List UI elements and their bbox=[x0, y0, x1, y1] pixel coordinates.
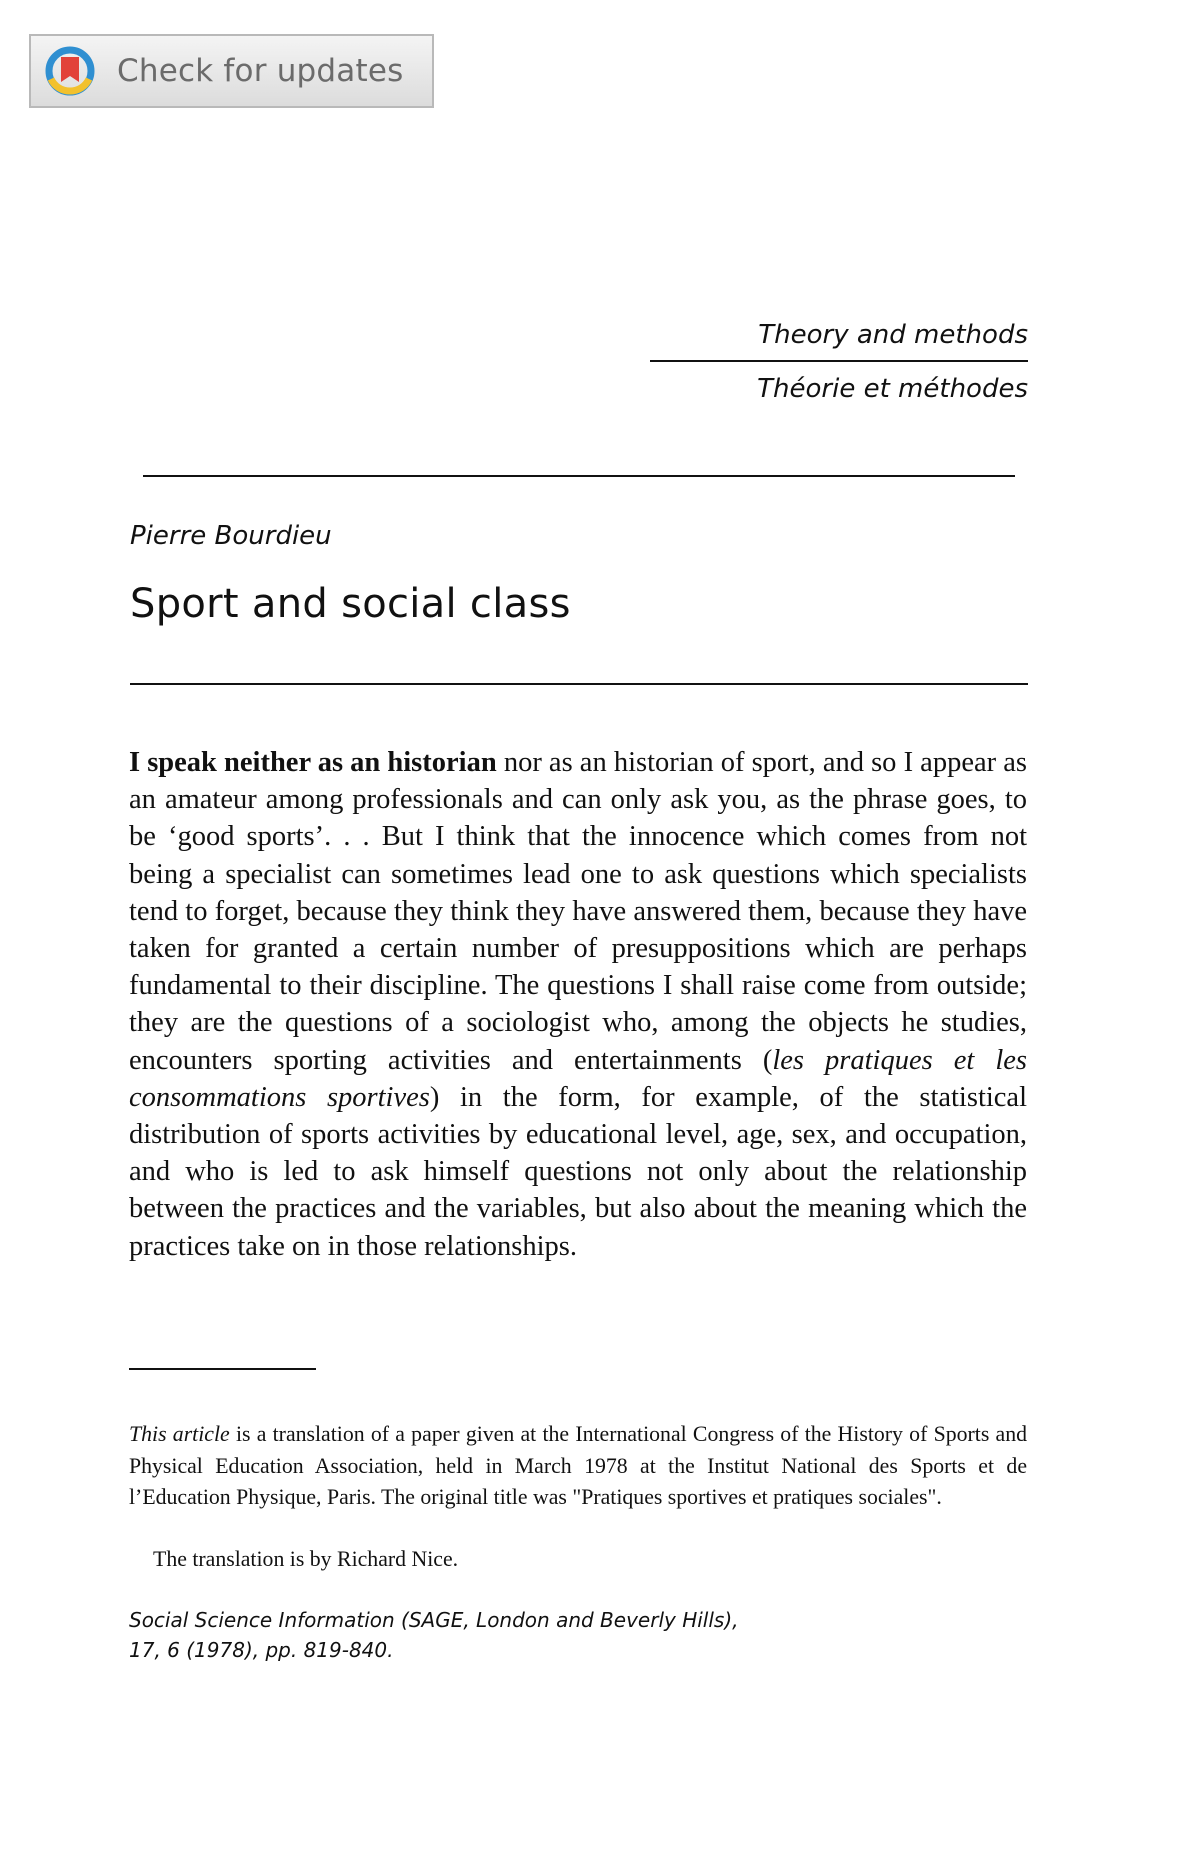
section-french: Théorie et méthodes bbox=[757, 374, 1028, 404]
section-header bbox=[650, 320, 1028, 404]
footnote-translator: The translation is by Richard Nice. bbox=[153, 1547, 459, 1571]
author-name: Pierre Bourdieu bbox=[130, 521, 332, 551]
footnote-paragraph bbox=[129, 1419, 1027, 1514]
check-for-updates-button[interactable] bbox=[29, 34, 434, 108]
footnote-lead: This article bbox=[129, 1422, 230, 1446]
check-for-updates-label: Check for updates bbox=[117, 53, 404, 89]
body-text-part-2: ) in the form, for example, of the statistical distribution of sports activities by educational level, age, sex, and occupation, and who is led to ask himself questions not only about the relationship between the practices and the variables, but also about the meaning which the practices take on in those relationships. bbox=[129, 1081, 1027, 1262]
body-text-italic: les pratiques et les consommations sportives bbox=[129, 1044, 1027, 1113]
footnote-rule bbox=[129, 1368, 316, 1370]
section-english: Theory and methods bbox=[650, 320, 1028, 362]
journal-citation bbox=[129, 1605, 738, 1665]
check-for-updates-icon bbox=[45, 46, 95, 96]
title-rule bbox=[130, 683, 1028, 685]
body-lead: I speak neither as an historian bbox=[129, 747, 497, 778]
footnote-text: is a translation of a paper given at the International Congress of the History of Sports and Physical Education Association, held in March 1978 at the Institut National des Sports et de l’Education Physique, Paris. The original title was "Pratiques sportives et pratiques sociales". bbox=[129, 1422, 1028, 1509]
header-rule bbox=[143, 475, 1015, 477]
article-title: Sport and social class bbox=[130, 581, 571, 627]
citation-line-1: Social Science Information (SAGE, London and Beverly Hills), bbox=[129, 1608, 739, 1632]
body-paragraph bbox=[129, 744, 1027, 1265]
body-text-part-1: nor as an historian of sport, and so I appear as an amateur among professionals and can only ask you, as the phrase goes, to be ‘good sports’. . . But I think that the innocence which comes from not being a specialist can sometimes lead one to ask questions which specialists tend to forget, because they think they have answered them, because they have taken for granted a certain number of presuppositions which are perhaps fundamental to their discipline. The questions I shall raise come from outside; they are the questions of a sociologist who, among the objects he studies, encounters sporting activities and entertainments ( bbox=[129, 747, 1027, 1076]
citation-line-2: 17, 6 (1978), pp. 819-840. bbox=[129, 1638, 394, 1662]
